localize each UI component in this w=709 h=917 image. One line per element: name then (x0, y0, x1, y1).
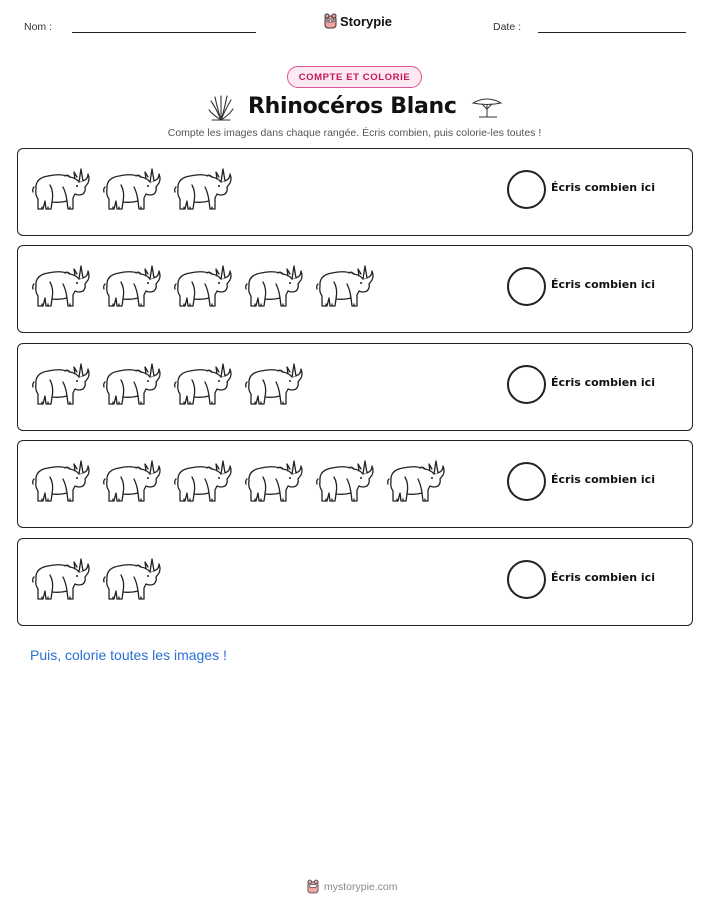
answer-label: Écris combien ici (551, 473, 655, 486)
count-row-3 (17, 343, 693, 431)
answer-label: Écris combien ici (551, 278, 655, 291)
answer-circle[interactable] (507, 560, 546, 599)
rhino-icon[interactable] (30, 262, 91, 314)
answer-label: Écris combien ici (551, 571, 655, 584)
rhino-icon[interactable] (314, 457, 375, 509)
storypie-logo-icon (307, 879, 319, 894)
footer (307, 879, 398, 894)
date-line[interactable] (538, 32, 686, 33)
storypie-logo-icon (324, 13, 337, 29)
rhino-group (30, 457, 446, 509)
grass-icon (208, 93, 234, 121)
answer-circle[interactable] (507, 170, 546, 209)
brand (324, 13, 392, 29)
brand-name: Storypie (340, 13, 393, 29)
rhino-icon[interactable] (101, 165, 162, 217)
rhino-icon[interactable] (172, 262, 233, 314)
rhino-group (30, 555, 162, 607)
page-title: Rhinocéros Blanc (248, 94, 457, 119)
title-row (0, 91, 709, 125)
name-line[interactable] (72, 32, 256, 33)
count-row-1 (17, 148, 693, 236)
answer-circle[interactable] (507, 462, 546, 501)
rhino-icon[interactable] (172, 457, 233, 509)
rhino-icon[interactable] (314, 262, 375, 314)
coloring-instruction: Puis, colorie toutes les images ! (30, 647, 227, 663)
rhino-group (30, 360, 304, 412)
rhino-icon[interactable] (172, 165, 233, 217)
rhino-group (30, 262, 375, 314)
rhino-icon[interactable] (101, 457, 162, 509)
rhino-icon[interactable] (101, 360, 162, 412)
rhino-icon[interactable] (30, 555, 91, 607)
instructions: Compte les images dans chaque rangée. Écris combien, puis colorie-les toutes ! (167, 127, 542, 139)
rhino-icon[interactable] (101, 555, 162, 607)
answer-circle[interactable] (507, 267, 546, 306)
rhino-icon[interactable] (243, 457, 304, 509)
rhino-icon[interactable] (101, 262, 162, 314)
name-label: Nom : (24, 21, 53, 33)
answer-label: Écris combien ici (551, 181, 655, 194)
rhino-icon[interactable] (243, 360, 304, 412)
footer-url[interactable]: mystorypie.com (324, 880, 398, 893)
answer-label: Écris combien ici (551, 376, 655, 389)
date-label: Date : (493, 21, 522, 33)
rhino-icon[interactable] (30, 457, 91, 509)
count-row-5 (17, 538, 693, 626)
rhino-group (30, 165, 233, 217)
acacia-tree-icon (470, 95, 504, 119)
rhino-icon[interactable] (30, 165, 91, 217)
rhino-icon[interactable] (30, 360, 91, 412)
rhino-icon[interactable] (243, 262, 304, 314)
rhino-icon[interactable] (385, 457, 446, 509)
count-row-4 (17, 440, 693, 528)
count-row-2 (17, 245, 693, 333)
activity-badge: COMPTE ET COLORIE (287, 66, 422, 88)
answer-circle[interactable] (507, 365, 546, 404)
rhino-icon[interactable] (172, 360, 233, 412)
